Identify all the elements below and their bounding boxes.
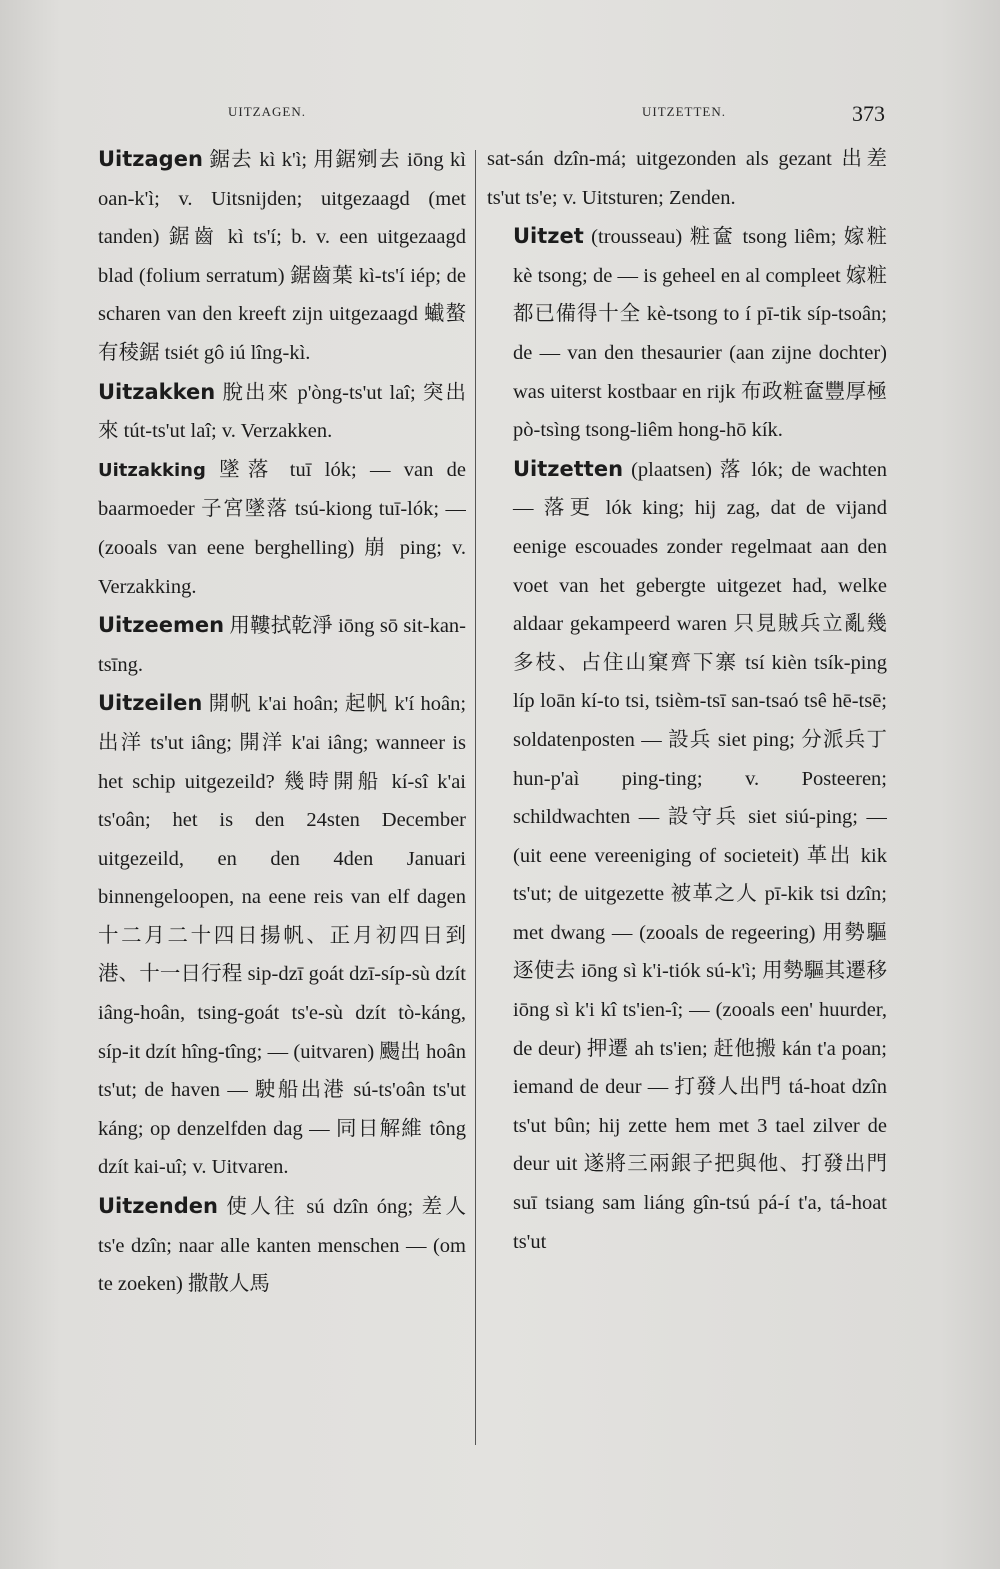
entry-uitzagen [72, 140, 466, 373]
headword: Uitzakken [98, 379, 216, 404]
headword: Uitzakking [98, 459, 206, 481]
headword: Uitzenden [98, 1194, 218, 1219]
entry-uitzenden-continued [487, 140, 887, 217]
entry-text: (trousseau) 粧奩 tsong liêm; 嫁粧 kè tsong; de — is geheel en al compleet 嫁粧都已備得十全 kè-tsong to í pī-tik síp-tsoân; de — van den thesaurier (aan zijne dochter) was uiterst kostbaar en rijk 布政粧奩豐厚極 pò-tsìng tsong-liêm hong-hō kík. [513, 226, 887, 442]
headword: Uitzeemen [98, 613, 225, 638]
running-head-right: UITZETTEN. [642, 104, 727, 119]
headword: Uitzet [513, 224, 584, 249]
entry-uitzet [487, 217, 887, 450]
entry-uitzeilen [72, 684, 466, 1187]
entry-text: (plaatsen) 落 lók; de wachten — 落更 lók king; hij zag, dat de vijand eenige escouades zonder regelmaat aan den voet van het gebergte uitgezet had, welke aldaar gekampeerd waren 只見賊兵立亂幾多枝、占住山窠齊下寨 tsí kièn tsík-ping líp loān kí-to tsi, tsièm-tsī san-tsaó tsê hē-tsē; soldatenposten — 設兵 siet ping; 分派兵丁 hun-p'aì ping-ting; v. Posteeren; schildwachten — 設守兵 siet siú-ping; — (uit eene vereeniging of societeit) 革出 kik ts'ut; de uitgezette 被革之人 pī-kik tsi dzîn; met dwang — (zooals de regeering) 用勢驅逐使去 iōng sì k'i-tiók sú-k'ì; 用勢驅其遷移 iōng sì k'i kî ts'ien-î; — (zooals een' huurder, de deur) 押遷 ah ts'ien; 赶他搬 kán t'a poan; iemand de deur — 打發人出門 tá-hoat dzîn ts'ut bûn; hij zette hem met 3 tael zilver de deur uit 遂將三兩銀子把與他、打發出門 suī tsiang sam liáng gîn-tsú pá-í t'a, tá-hoat ts'ut [513, 458, 887, 1253]
entry-uitzakken [72, 373, 466, 451]
column-divider [475, 150, 476, 1445]
headword: Uitzeilen [98, 691, 203, 716]
entry-text: 開帆 k'ai hoân; 起帆 k'í hoân; 出洋 ts'ut iâng; 開洋 k'ai iâng; wanneer is het schip uitgezeild? 幾時開船 kí-sî k'ai ts'oân; het is den 24sten December uitgezeild, en den 4den Januari binnengeloopen, na eene reis van elf dagen 十二月二十四日揚帆、正月初四日到港、十一日行程 sip-dzī goát dzī-síp-sù dzít iâng-hoân, tsing-goát ts'e-sù dzít tò-káng, síp-it dzít hîng-tîng; — (uitvaren) 颺出 hoân ts'ut; de haven — 駛船出港 sú-ts'oân ts'ut káng; op denzelfden dag — 同日解維 tông dzít kai-uî; v. Uitvaren. [98, 693, 466, 1179]
entry-text: 脫出來 p'òng-ts'ut laî; 突出來 tút-ts'ut laî; v. Verzakken. [98, 381, 466, 443]
left-column [72, 140, 466, 1460]
page-number: 373 [852, 101, 885, 126]
entry-text: 鋸去 kì k'ì; 用鋸剜去 iōng kì oan-k'ì; v. Uitsnijden; uitgezaagd (met tanden) 鋸齒 kì ts'í; b. v. een uitgezaagd blad (folium serratum) 鋸齒葉 kì-ts'í iép; de scharen van den kreeft zijn uitgezaagd 蠘螯有稜鋸 tsiét gô iú lîng-kì. [98, 149, 466, 364]
entry-uitzeemen [72, 606, 466, 684]
entry-text: 用鞻拭乾淨 iōng sō sit-kan-tsīng. [98, 615, 466, 676]
headword: Uitzetten [513, 456, 624, 481]
entry-uitzakking [72, 451, 466, 606]
entry-text: 墜落 tuī lók; — van de baarmoeder 子宮墜落 tsú-kiong tuī-lók; — (zooals van eene berghelling) 崩 ping; v. Verzakking. [98, 458, 466, 598]
running-head-left: UITZAGEN. [228, 104, 306, 119]
headword: Uitzagen [98, 147, 203, 171]
entry-text: 使人往 sú dzîn óng; 差人 ts'e dzîn; naar alle kanten menschen — (om te zoeken) 撒散人馬 [98, 1196, 466, 1296]
right-column [487, 140, 887, 1460]
entry-uitzenden [72, 1187, 466, 1304]
entry-text: sat-sán dzîn-má; uitgezonden als gezant 出差 ts'ut ts'e; v. Uitsturen; Zenden. [487, 148, 887, 209]
entry-uitzetten [487, 450, 887, 1261]
